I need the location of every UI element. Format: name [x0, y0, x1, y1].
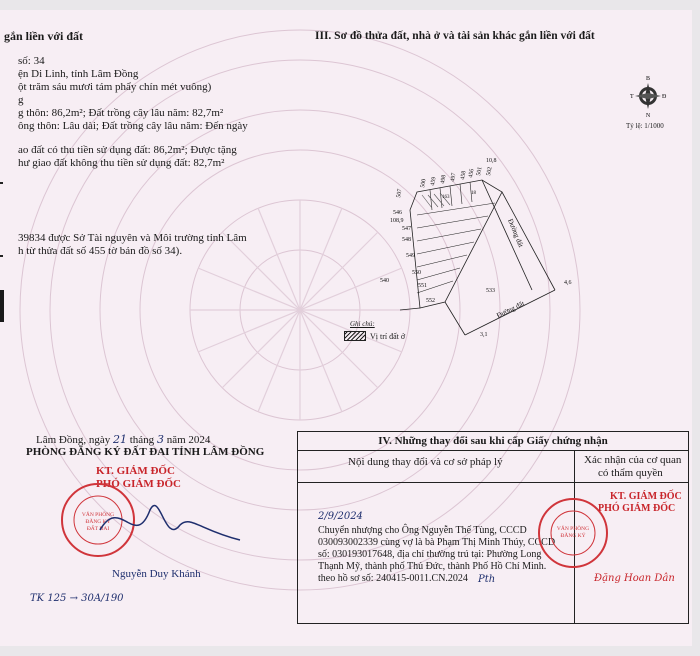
left-line: số: 34	[18, 55, 45, 67]
parcel-label: 549	[406, 253, 415, 259]
road-label: Đường đất	[506, 217, 525, 249]
left-line: ao đất có thu tiền sử dụng đất: 86,2m²; Được tặng	[18, 144, 237, 156]
sign-title-1: KT. GIÁM ĐỐC	[96, 465, 175, 477]
parcel-number: 498	[440, 174, 448, 185]
left-line: ột trăm sáu mươi tám phẩy chín mét vuông)	[18, 81, 212, 93]
parcel-number: 497	[450, 172, 458, 183]
stamp-signer: Đặng Hoan Dân	[594, 573, 675, 584]
left-line: h từ thửa đất số 455 tờ bản đồ số 34).	[18, 245, 183, 257]
changes-col1: Nội dung thay đổi và cơ sở pháp lý	[348, 456, 503, 468]
date-month-label: tháng	[129, 434, 155, 446]
scale-label: Tỷ lệ: 1/1000	[626, 122, 664, 130]
section-right-title: III. Sơ đồ thửa đất, nhà ở và tài sản khác gắn liền với đất	[315, 30, 595, 42]
road-label: Đường đất	[495, 299, 526, 320]
dim-label: 18	[471, 191, 476, 196]
parcel-number: 459	[430, 176, 438, 187]
viewer-scroll-indicator[interactable]	[0, 290, 4, 322]
compass-s: N	[645, 113, 651, 118]
date-year: năm 2024	[166, 434, 211, 446]
viewer-mark	[0, 255, 3, 257]
legend-title: Ghi chú:	[350, 320, 375, 328]
change-line: Thạnh Mỹ, thành phố Thủ Đức, thành Phố Hồ Chí Minh.	[318, 561, 547, 572]
left-line: hư giao đất không thu tiền sử dụng đất: 82,7m²	[18, 157, 225, 169]
change-line: số: 030193017648, địa chỉ thường trú tại: Phường Long	[318, 549, 542, 560]
parcel-number: 507	[396, 188, 404, 199]
date-line	[36, 433, 210, 447]
svg-text:ĐĂNG KÝ: ĐĂNG KÝ	[560, 533, 586, 539]
left-line: ông thôn: Lâu dài; Đất trồng cây lâu năm: Đến ngày	[18, 120, 248, 132]
parcel-label: 540	[380, 278, 389, 284]
changes-col2-line2: có thẩm quyền	[598, 467, 663, 479]
change-line: Chuyển nhượng cho Ông Nguyễn Thế Tùng, CCCD	[318, 525, 527, 536]
parcel-number: 456	[468, 168, 476, 179]
left-line: g thôn: 86,2m²; Đất trồng cây lâu năm: 82,7m²	[18, 107, 224, 119]
svg-text:ĐẤT ĐAI: ĐẤT ĐAI	[86, 526, 110, 532]
changes-title: IV. Những thay đổi sau khi cấp Giấy chứng nhận	[298, 432, 688, 451]
certificate-page	[0, 10, 692, 646]
header-rule	[298, 482, 688, 483]
parcel-label: 108,9	[390, 218, 404, 224]
change-line: 030093002339 cùng vợ là bà Phạm Thị Minh Thúy, CCCD	[318, 537, 556, 548]
dim-label: 4,6	[564, 280, 572, 286]
viewer-mark	[0, 182, 3, 184]
compass-icon	[628, 74, 668, 118]
date-day: 21	[112, 433, 127, 446]
stamp-title-2: PHÓ GIÁM ĐỐC	[598, 503, 676, 514]
svg-text:VĂN PHÒNG: VĂN PHÒNG	[556, 526, 590, 532]
compass-n: B	[645, 76, 651, 82]
parcel-label: 533	[486, 288, 495, 294]
section-left-title: gắn liền với đất	[4, 29, 83, 43]
compass-e: Đ	[662, 94, 667, 100]
parcel-label: 546	[393, 210, 402, 216]
changes-table	[297, 431, 689, 624]
svg-text:VĂN PHÒNG: VĂN PHÒNG	[81, 512, 115, 518]
stamp-title-1: KT. GIÁM ĐỐC	[610, 491, 682, 502]
parcel-number: 502	[486, 166, 494, 177]
signature	[80, 490, 250, 560]
compass-w: T	[630, 94, 634, 100]
left-line: g	[18, 94, 24, 106]
parcel-map	[360, 140, 590, 345]
left-line: ện Di Linh, tỉnh Lâm Đồng	[18, 68, 139, 80]
date-month: 3	[156, 433, 164, 446]
dim-label: 3,1	[480, 332, 488, 338]
parcel-label: 550	[412, 270, 421, 276]
signer-name: Nguyễn Duy Khánh	[112, 568, 201, 580]
parcel-label: 552	[426, 298, 435, 304]
changes-col2-line1: Xác nhận của cơ quan	[584, 454, 682, 466]
date-prefix: Lâm Đồng, ngày	[36, 434, 111, 446]
handwritten-note: TK 125 → 30A/190	[30, 593, 124, 604]
legend-item: Vị trí đất ở	[370, 332, 406, 341]
left-line: 39834 được Sở Tài nguyên và Môi trường tỉnh Lâm	[18, 232, 247, 244]
legend-swatch	[344, 331, 366, 341]
parcel-number: 501	[476, 166, 484, 177]
svg-text:ĐĂNG KÝ: ĐĂNG KÝ	[85, 519, 111, 525]
change-date: 2/9/2024	[318, 511, 363, 522]
dim-label: 163	[442, 195, 450, 200]
dim-label: 10,8	[486, 158, 497, 164]
change-initials: Pth	[478, 574, 496, 585]
office-name: PHÒNG ĐĂNG KÝ ĐẤT ĐAI TỈNH LÂM ĐỒNG	[26, 446, 265, 458]
parcel-number: 500	[420, 178, 428, 189]
parcel-label: 551	[418, 283, 427, 289]
parcel-label: 548	[402, 237, 411, 243]
sign-title-2: PHÓ GIÁM ĐỐC	[96, 478, 181, 490]
parcel-label: 547	[402, 226, 411, 232]
change-line: theo hồ sơ số: 240415-0011.CN.2024	[318, 573, 468, 584]
parcel-number: 458	[460, 170, 468, 181]
